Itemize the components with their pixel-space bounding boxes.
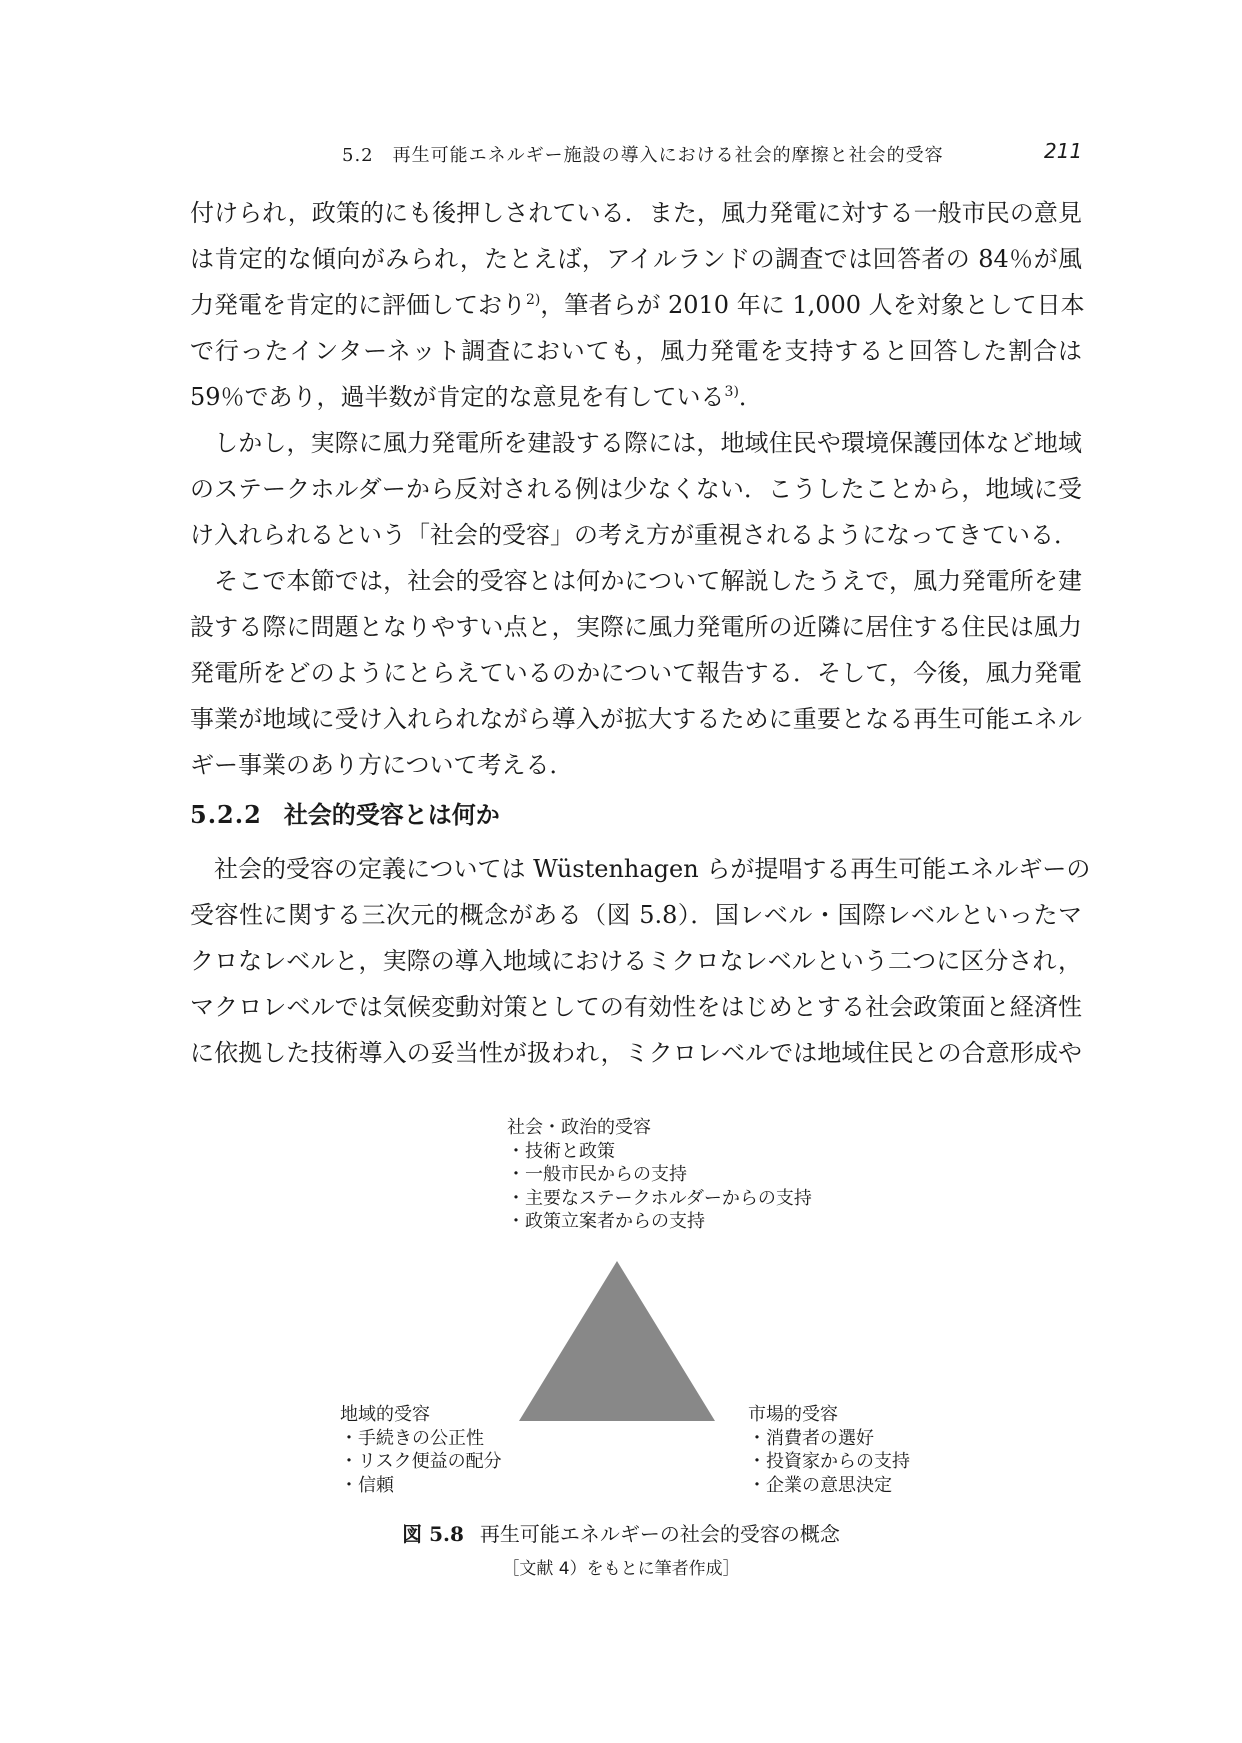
- text-line: 受容性に関する三次元的概念がある（図 5.8）．国レベル・国際レベルといったマ: [190, 901, 1082, 929]
- text-line: クロなレベルと，実際の導入地域におけるミクロなレベルという二つに区分され，: [190, 947, 1082, 975]
- figure-right-title: 市場的受容: [748, 1404, 838, 1425]
- figure-left-title: 地域的受容: [340, 1404, 430, 1425]
- figure-right-item: ・企業の意思決定: [748, 1474, 892, 1496]
- text-segment: 59％であり，過半数が肯定的な意見を有している: [190, 383, 725, 411]
- text-line: [190, 289, 1085, 321]
- figure-triangle-graphic: [518, 1260, 716, 1422]
- figure-caption-number: 図 5.8: [402, 1522, 464, 1546]
- figure-left-item: ・手続きの公正性: [340, 1427, 484, 1449]
- text-line: で行ったインターネット調査においても，風力発電を支持すると回答した割合は: [190, 337, 1082, 365]
- figure-left-label: [340, 1403, 502, 1497]
- citation-ref-2: 2): [526, 292, 541, 308]
- text-line: マクロレベルでは気候変動対策としての有効性をはじめとする社会政策面と経済性: [190, 993, 1082, 1021]
- figure-left-item: ・リスク便益の配分: [340, 1451, 502, 1472]
- text-line: ギー事業のあり方について考える．: [190, 751, 574, 779]
- figure-caption-text: 再生可能エネルギーの社会的受容の概念: [479, 1522, 840, 1546]
- text-line: 発電所をどのようにとらえているのかについて報告する．そして，今後，風力発電: [190, 659, 1082, 687]
- figure-left-item: ・信頼: [340, 1474, 394, 1496]
- section-heading: [190, 795, 500, 830]
- figure-right-item: ・消費者の選好: [748, 1427, 874, 1449]
- text-segment: そこで本節では，社会的受容とは何かについて解説したうえで，風力発電所を建: [214, 567, 1082, 595]
- text-line: [190, 427, 1082, 459]
- text-segment: ．: [738, 383, 763, 411]
- figure-top-label: [507, 1116, 812, 1234]
- figure-right-label: [748, 1403, 910, 1497]
- section-number: 5.2.2: [190, 800, 262, 829]
- text-line: 設する際に問題となりやすい点と，実際に風力発電所の近隣に居住する住民は風力: [190, 613, 1082, 641]
- text-segment: ，筆者らが 2010 年に 1,000 人を対象として日本: [540, 291, 1085, 319]
- text-line: のステークホルダーから反対される例は少なくない．こうしたことから，地域に受: [190, 475, 1082, 503]
- text-segment: しかし，実際に風力発電所を建設する際には，地域住民や環境保護団体など地域: [214, 429, 1082, 457]
- figure-top-item: ・政策立案者からの支持: [507, 1211, 705, 1232]
- figure-top-item: ・技術と政策: [507, 1140, 615, 1162]
- text-line: [190, 565, 1082, 597]
- figure-right-item: ・投資家からの支持: [748, 1451, 910, 1472]
- text-line: [190, 853, 1091, 885]
- text-line: 付けられ，政策的にも後押しされている．また，風力発電に対する一般市民の意見: [190, 199, 1082, 227]
- figure-top-item: ・一般市民からの支持: [507, 1164, 687, 1185]
- figure-caption: [0, 1518, 1242, 1547]
- text-segment: 力発電を肯定的に評価しており: [190, 291, 526, 319]
- figure-top-item: ・主要なステークホルダーからの支持: [507, 1187, 812, 1209]
- text-segment: 社会的受容の定義については Wüstenhagen らが提唱する再生可能エネルギーの: [214, 855, 1091, 883]
- acceptance-triangle: [519, 1261, 715, 1421]
- text-line: は肯定的な傾向がみられ，たとえば，アイルランドの調査では回答者の 84％が風: [190, 245, 1082, 273]
- text-line: け入れられるという「社会的受容」の考え方が重視されるようになってきている．: [190, 521, 1078, 549]
- text-line: に依拠した技術導入の妥当性が扱われ，ミクロレベルでは地域住民との合意形成や: [190, 1039, 1082, 1067]
- figure-top-title: 社会・政治的受容: [507, 1117, 651, 1138]
- figure-source-note: ［文献 4）をもとに筆者作成］: [502, 1559, 740, 1579]
- page-number: 211: [1044, 139, 1083, 163]
- citation-ref-3: 3): [724, 384, 739, 400]
- header-section-title: 5.2 再生可能エネルギー施設の導入における社会的摩擦と社会的受容: [342, 145, 944, 166]
- text-line: [190, 381, 1082, 413]
- section-title: 社会的受容とは何か: [283, 801, 500, 829]
- text-line: 事業が地域に受け入れられながら導入が拡大するために重要となる再生可能エネル: [190, 705, 1082, 733]
